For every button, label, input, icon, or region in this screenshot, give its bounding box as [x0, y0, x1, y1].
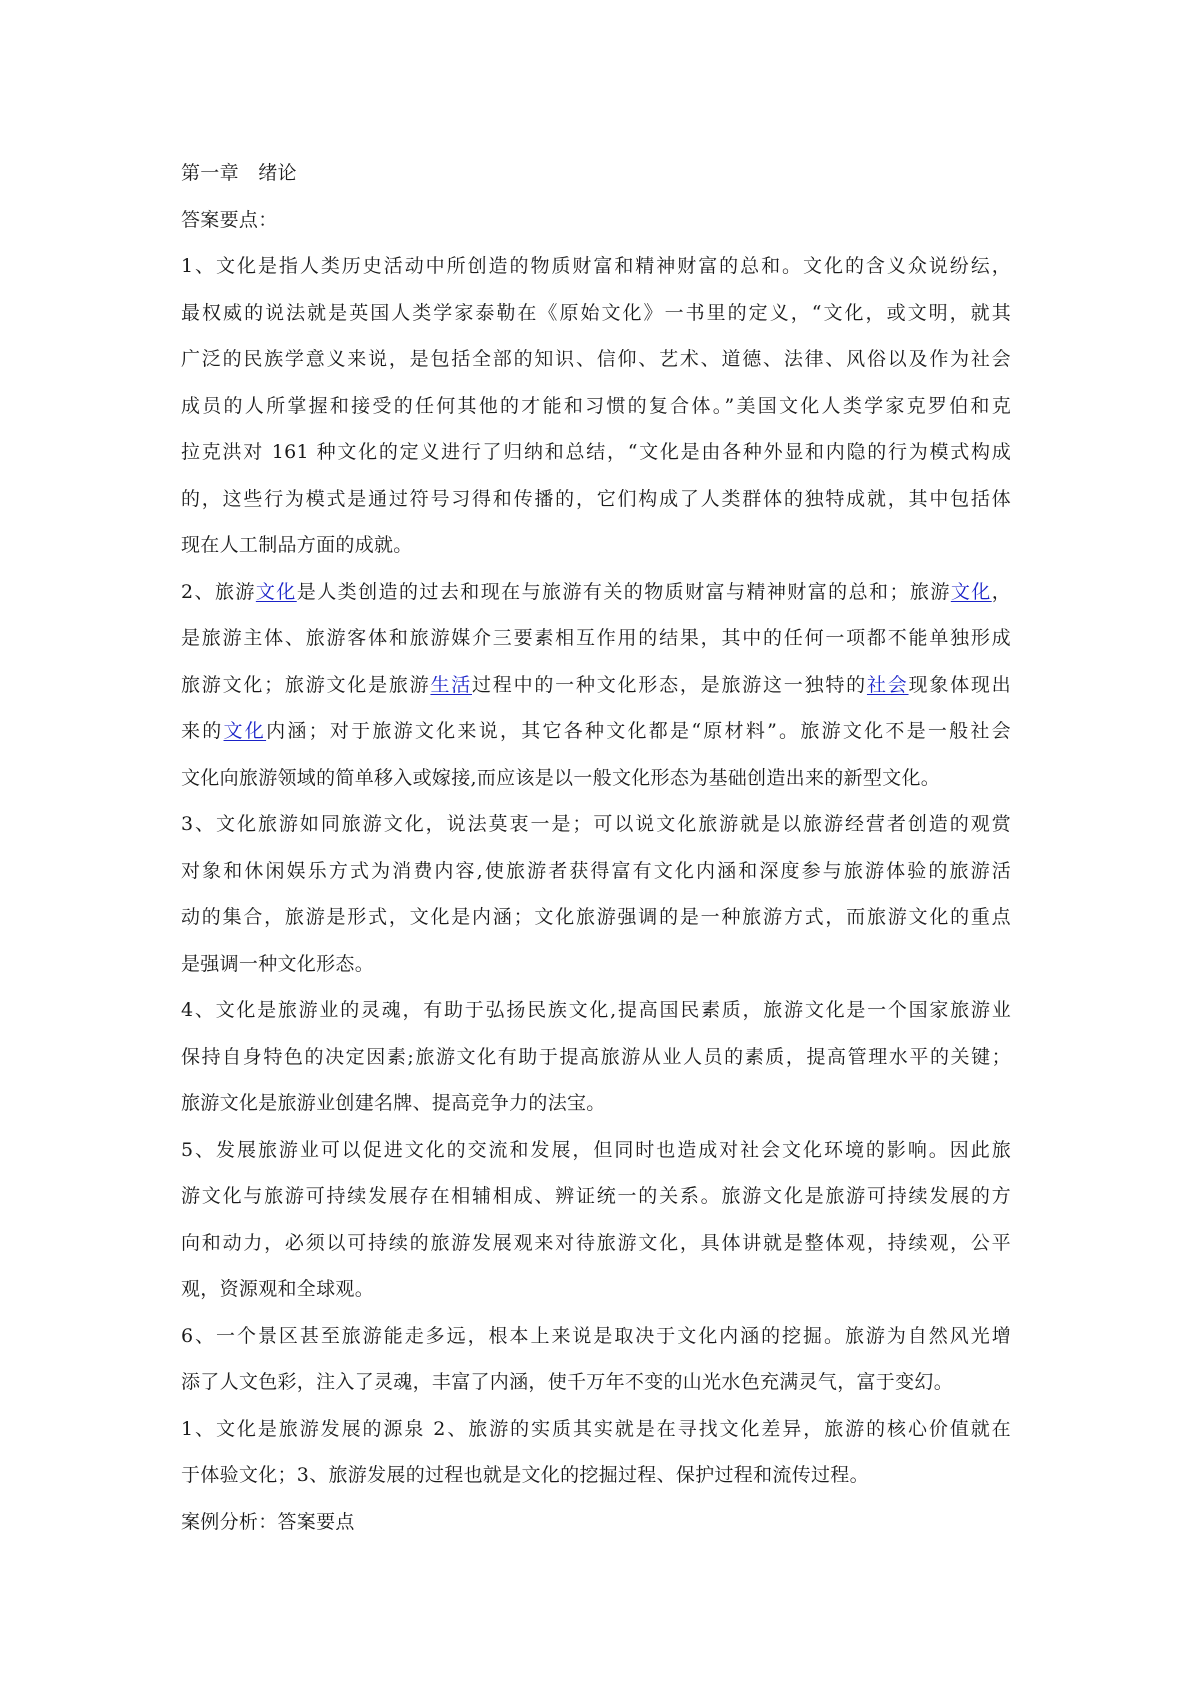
- document-body: [181, 243, 1011, 1499]
- text-segment: 1、文化是指人类历史活动中所创造的物质财富和精神财富的总和。文化的含义众说纷纭，: [181, 255, 1011, 277]
- text-segment: 6、一个景区甚至旅游能走多远，根本上来说是取决于文化内涵的挖掘。旅游为自然风光增: [181, 1324, 1011, 1347]
- text-line: [181, 1220, 1011, 1267]
- paragraph: [181, 243, 1011, 569]
- document-page: [181, 150, 1011, 1545]
- text-segment: 来的: [181, 720, 224, 742]
- text-segment: 是强调一种文化形态。: [181, 952, 375, 975]
- hyperlink[interactable]: 文化: [950, 580, 992, 603]
- text-line: [181, 708, 1011, 755]
- paragraph: [181, 801, 1011, 987]
- text-line: [181, 476, 1011, 523]
- hyperlink[interactable]: 文化: [255, 580, 297, 603]
- text-segment: 4、文化是旅游业的灵魂，有助于弘扬民族文化,提高国民素质，旅游文化是一个国家旅游业: [181, 999, 1011, 1021]
- answer-key-heading: 答案要点：: [181, 208, 278, 231]
- text-line: [181, 1080, 1011, 1127]
- text-segment: 观，资源观和全球观。: [181, 1278, 375, 1300]
- text-segment: 成员的人所掌握和接受的任何其他的才能和习惯的复合体。”美国文化人类学家克罗伯和克: [181, 394, 1011, 417]
- text-line: [181, 894, 1011, 941]
- text-segment: 旅游文化是旅游业创建名牌、提高竞争力的法宝。: [181, 1092, 606, 1114]
- text-segment: 添了人文色彩，注入了灵魂，丰富了内涵，使千万年不变的山光水色充满灵气，富于变幻。: [181, 1371, 954, 1393]
- text-line: [181, 1406, 1011, 1453]
- text-segment: 内涵；对于旅游文化来说，其它各种文化都是“原材料”。旅游文化不是一般社会: [266, 720, 1011, 742]
- paragraph: [181, 1127, 1011, 1313]
- text-line: [181, 1359, 1011, 1406]
- paragraph: [181, 1313, 1011, 1406]
- paragraph: [181, 1406, 1011, 1499]
- hyperlink[interactable]: 社会: [866, 673, 909, 696]
- text-segment: 的，这些行为模式是通过符号习得和传播的，它们构成了人类群体的独特成就，其中包括体: [181, 487, 1011, 510]
- text-segment: 文化向旅游领域的简单移入或嫁接,而应该是以一般文化形态为基础创造出来的新型文化。: [181, 766, 941, 789]
- text-line: [181, 1173, 1011, 1220]
- text-line: [181, 755, 1011, 802]
- text-segment: 2、旅游: [181, 580, 256, 603]
- text-line: [181, 429, 1011, 476]
- hyperlink[interactable]: 生活: [430, 673, 473, 696]
- text-segment: 是旅游主体、旅游客体和旅游媒介三要素相互作用的结果，其中的任何一项都不能单独形成: [181, 627, 1011, 649]
- text-line: [181, 801, 1011, 848]
- text-segment: 保持自身特色的决定因素;旅游文化有助于提高旅游从业人员的素质，提高管理水平的关键；: [181, 1045, 1011, 1068]
- text-segment: 旅游文化；旅游文化是旅游: [181, 673, 431, 696]
- text-line: [181, 615, 1011, 662]
- text-segment: 拉克洪对 161 种文化的定义进行了归纳和总结，“文化是由各种外显和内隐的行为模式构成: [181, 441, 1011, 463]
- text-segment: 现象体现出: [908, 673, 1011, 696]
- hyperlink[interactable]: 文化: [223, 720, 267, 742]
- text-line: [181, 1266, 1011, 1313]
- text-segment: 最权威的说法就是英国人类学家泰勒在《原始文化》一书里的定义，“文化，或文明，就其: [181, 301, 1011, 324]
- text-line: [181, 1313, 1011, 1360]
- text-segment: 于体验文化；3、旅游发展的过程也就是文化的挖掘过程、保护过程和流传过程。: [181, 1464, 869, 1486]
- text-segment: 1、文化是旅游发展的源泉 2、旅游的实质其实就是在寻找文化差异，旅游的核心价值就在: [181, 1417, 1011, 1440]
- text-segment: 是人类创造的过去和现在与旅游有关的物质财富与精神财富的总和；旅游: [296, 580, 951, 603]
- text-segment: 广泛的民族学意义来说，是包括全部的知识、信仰、艺术、道德、法律、风俗以及作为社会: [181, 348, 1011, 370]
- text-segment: 动的集合，旅游是形式，文化是内涵；文化旅游强调的是一种旅游方式，而旅游文化的重点: [181, 906, 1011, 928]
- text-line: [181, 848, 1011, 895]
- text-segment: ，: [991, 580, 1012, 603]
- paragraph: [181, 987, 1011, 1127]
- text-segment: 5、发展旅游业可以促进文化的交流和发展，但同时也造成对社会文化环境的影响。因此旅: [181, 1138, 1011, 1161]
- text-line: [181, 243, 1011, 290]
- text-line: [181, 1127, 1011, 1174]
- text-segment: 过程中的一种文化形态，是旅游这一独特的: [472, 673, 867, 696]
- text-line: [181, 941, 1011, 988]
- text-segment: 3、文化旅游如同旅游文化，说法莫衷一是；可以说文化旅游就是以旅游经营者创造的观赏: [181, 813, 1011, 835]
- text-segment: 游文化与旅游可持续发展存在相辅相成、辨证统一的关系。旅游文化是旅游可持续发展的方: [181, 1185, 1011, 1207]
- chapter-title: 第一章 绪论: [181, 162, 297, 184]
- text-line: [181, 662, 1011, 709]
- text-line: [181, 1452, 1011, 1499]
- text-segment: 现在人工制品方面的成就。: [181, 534, 413, 556]
- text-line: [181, 290, 1011, 337]
- text-segment: 对象和休闲娱乐方式为消费内容,使旅游者获得富有文化内涵和深度参与旅游体验的旅游活: [181, 859, 1011, 882]
- text-line: [181, 987, 1011, 1034]
- case-analysis-heading: 案例分析：答案要点: [181, 1510, 355, 1533]
- text-segment: 向和动力，必须以可持续的旅游发展观来对待旅游文化，具体讲就是整体观，持续观，公平: [181, 1231, 1011, 1254]
- text-line: [181, 383, 1011, 430]
- text-line: [181, 569, 1011, 616]
- text-line: [181, 1034, 1011, 1081]
- text-line: [181, 336, 1011, 383]
- paragraph: [181, 569, 1011, 802]
- text-line: [181, 522, 1011, 569]
